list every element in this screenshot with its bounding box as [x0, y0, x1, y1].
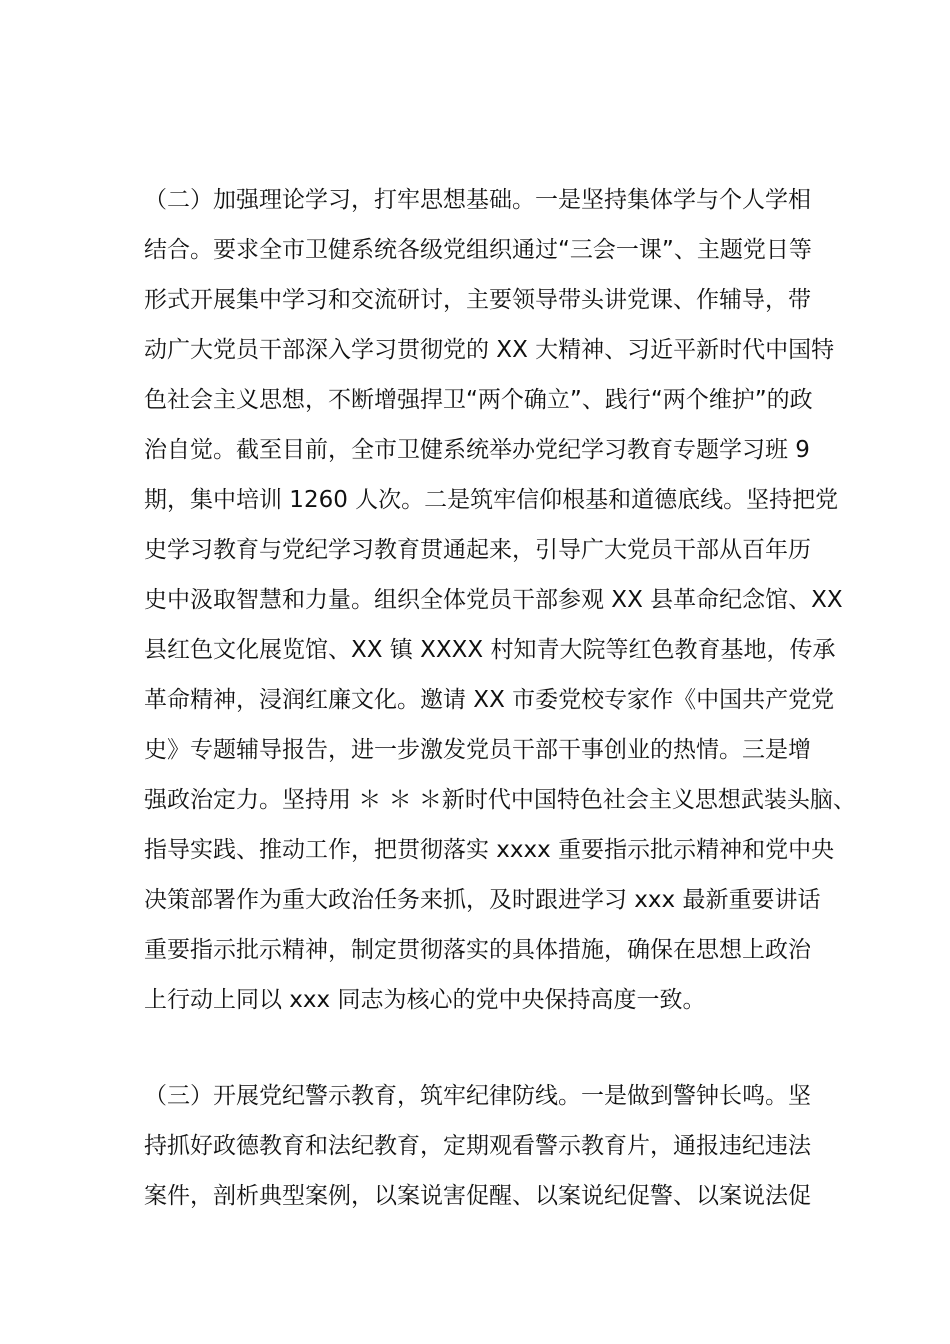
text-line: 史》专题辅导报告，进一步激发党员干部干事创业的热情。三是增: [144, 737, 811, 763]
text-line: 形式开展集中学习和交流研讨，主要领导带头讲党课、作辅导，带: [144, 287, 811, 313]
text-line: 强政治定力。坚持用 ＊ ＊ ＊新时代中国特色社会主义思想武装头脑、: [144, 787, 856, 813]
text-line: 革命精神，浸润红廉文化。邀请 XX 市委党校专家作《中国共产党党: [144, 687, 835, 713]
text-line: 案件，剖析典型案例，以案说害促醒、以案说纪促警、以案说法促: [144, 1183, 811, 1209]
text-line: 期，集中培训 1260 人次。二是筑牢信仰根基和道德底线。坚持把党: [144, 487, 839, 513]
text-line: 上行动上同以 xxx 同志为核心的党中央保持高度一致。: [144, 987, 706, 1013]
text-line: 决策部署作为重大政治任务来抓，及时跟进学习 xxx 最新重要讲话: [144, 887, 821, 913]
text-line: 动广大党员干部深入学习贯彻党的 XX 大精神、习近平新时代中国特: [144, 337, 835, 363]
text-line: 结合。要求全市卫健系统各级党组织通过“三会一课”、主题党日等: [144, 237, 812, 263]
text-line: （二）加强理论学习，打牢思想基础。一是坚持集体学与个人学相: [144, 187, 811, 213]
text-line: 指导实践、推动工作，把贯彻落实 xxxx 重要指示批示精神和党中央: [144, 837, 835, 863]
text-line: 史中汲取智慧和力量。组织全体党员干部参观 XX 县革命纪念馆、XX: [144, 587, 843, 613]
text-line: 史学习教育与党纪学习教育贯通起来，引导广大党员干部从百年历: [144, 537, 811, 563]
text-line: （三）开展党纪警示教育，筑牢纪律防线。一是做到警钟长鸣。坚: [144, 1083, 811, 1109]
text-line: 色社会主义思想，不断增强捍卫“两个确立”、践行“两个维护”的政: [144, 387, 813, 413]
text-line: 治自觉。截至目前，全市卫健系统举办党纪学习教育专题学习班 9: [144, 437, 810, 463]
text-line: 县红色文化展览馆、XX 镇 XXXX 村知青大院等红色教育基地，传承: [144, 637, 836, 663]
text-line: 持抓好政德教育和法纪教育，定期观看警示教育片，通报违纪违法: [144, 1133, 811, 1159]
text-line: 重要指示批示精神，制定贯彻落实的具体措施，确保在思想上政治: [144, 937, 811, 963]
